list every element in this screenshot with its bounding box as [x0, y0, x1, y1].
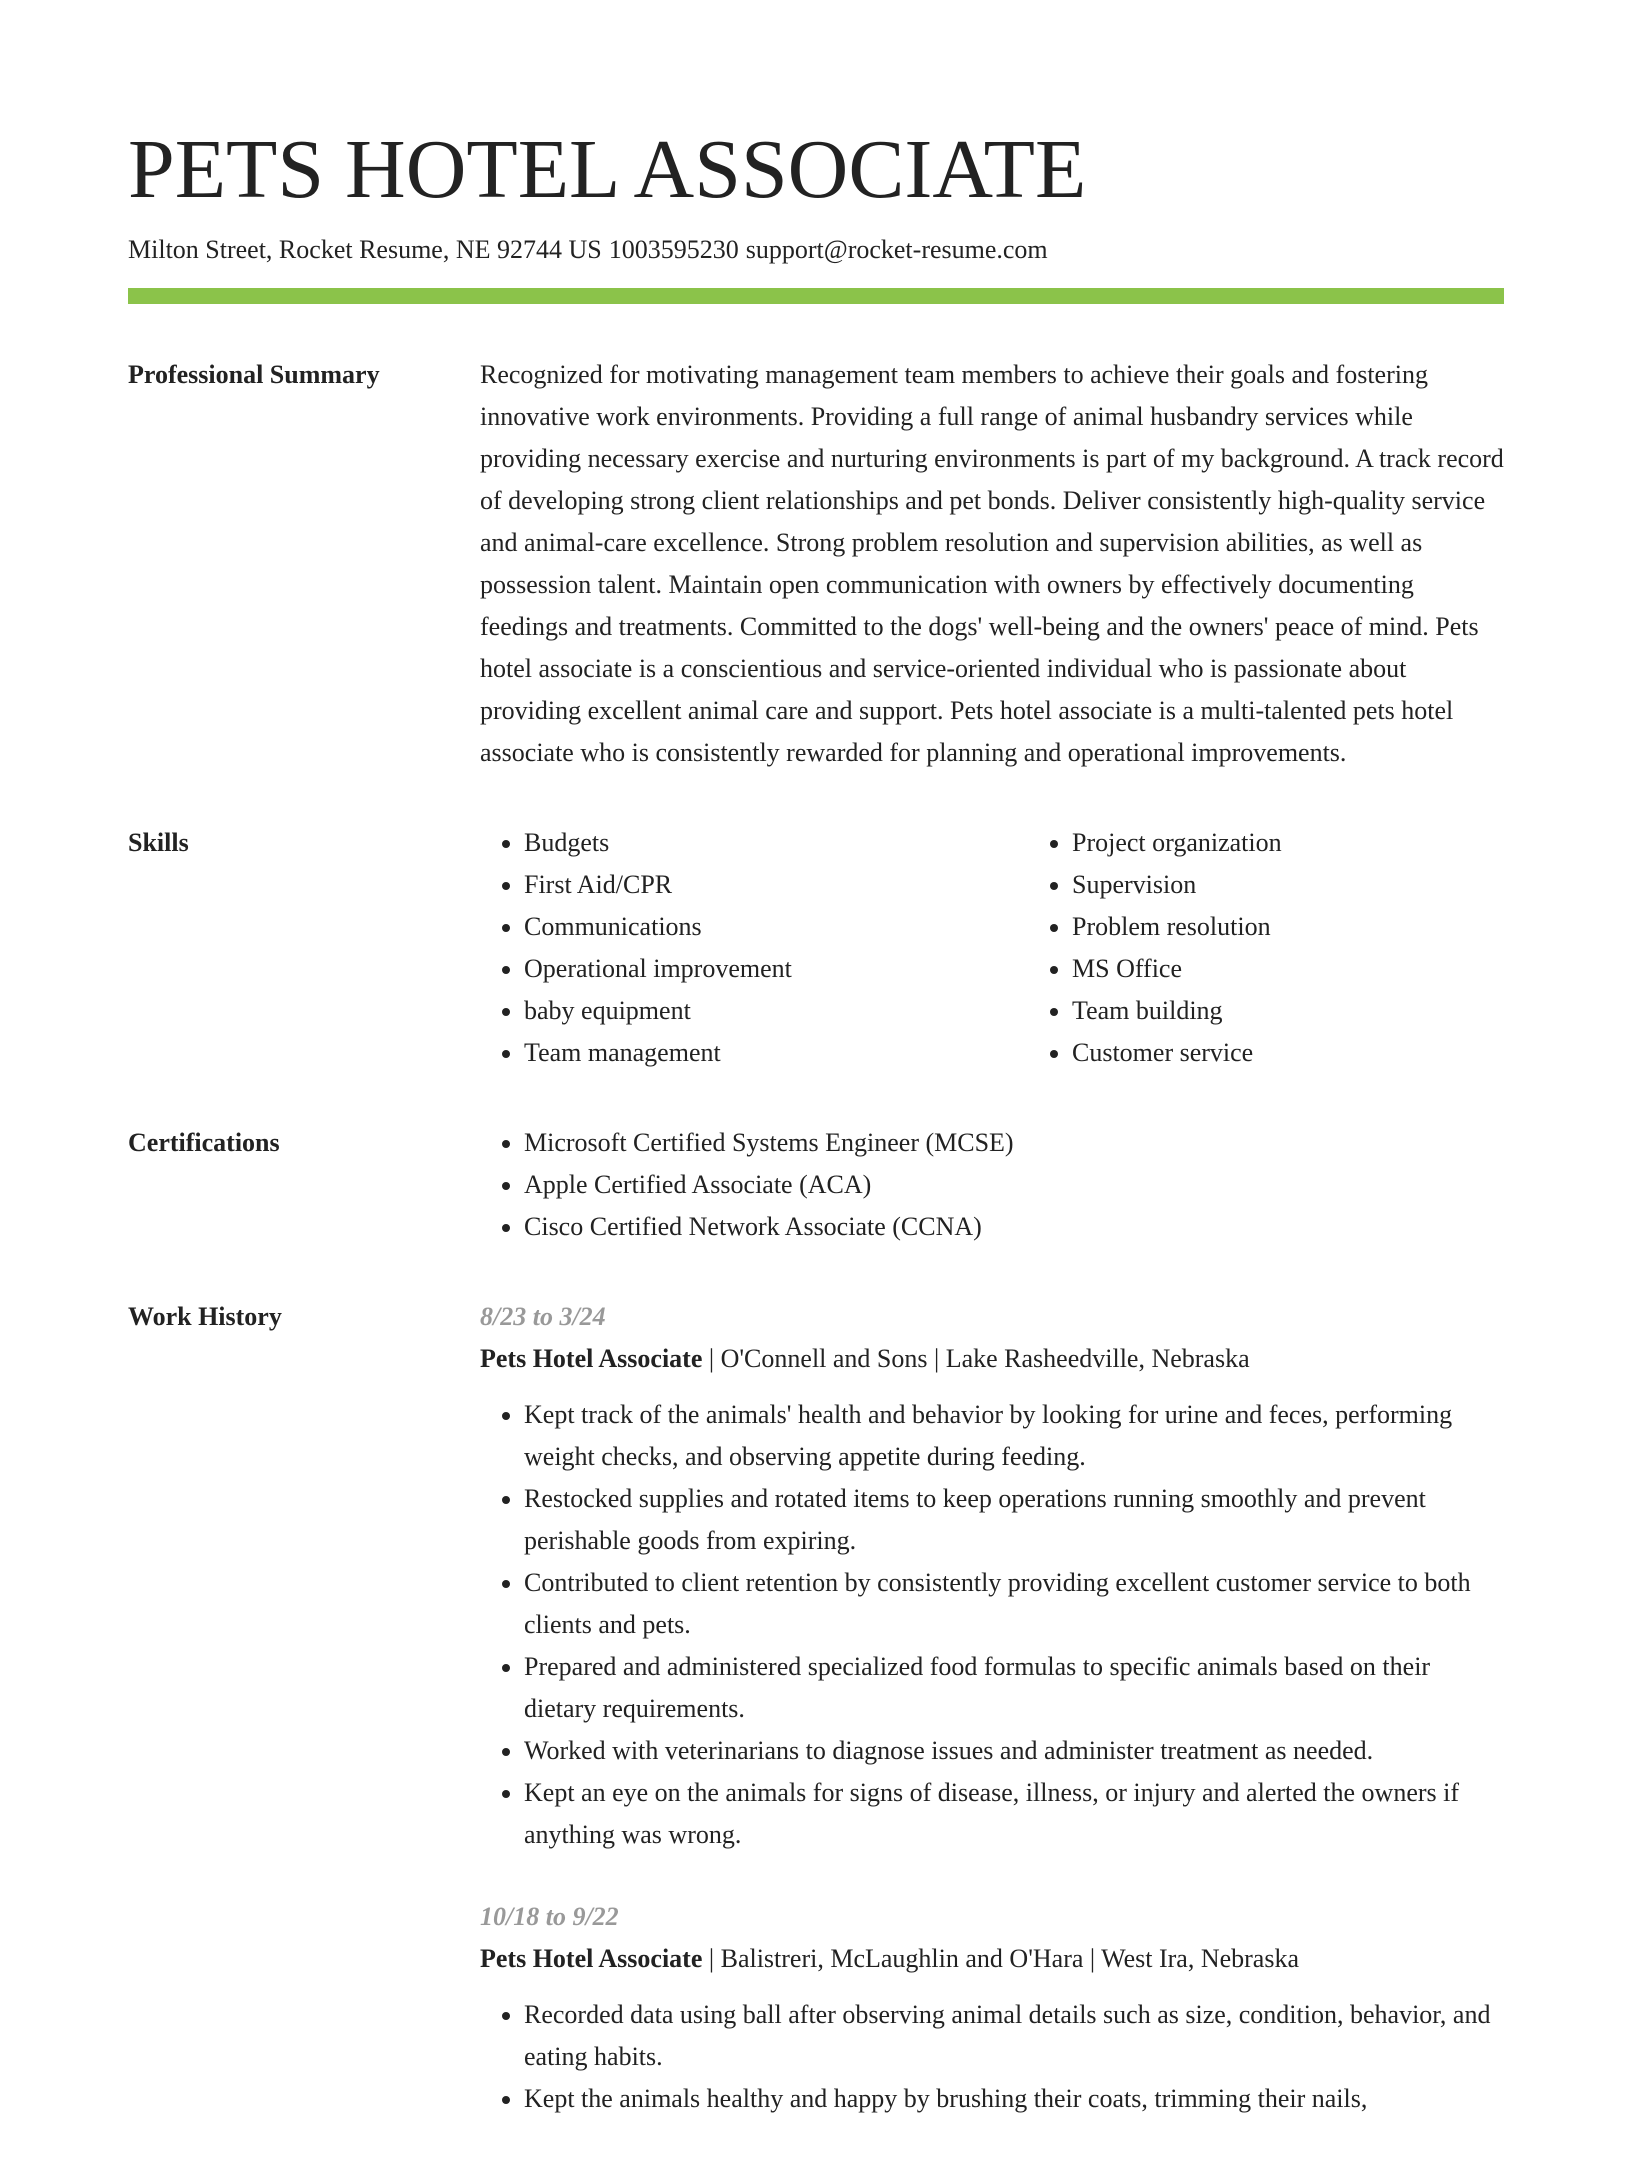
skills-list-right [1028, 822, 1576, 1074]
job-entry [480, 1296, 1504, 1856]
job-bullet: • Kept an eye on the animals for signs of disease, illness, or injury and alerted the owners if anything was wrong. [524, 1772, 1504, 1856]
job-heading [480, 1338, 1504, 1380]
job-title: Pets Hotel Associate [480, 1344, 703, 1373]
skill-item: • Operational improvement [524, 948, 1028, 990]
resume-page [128, 118, 1504, 2160]
job-details: | O'Connell and Sons | Lake Rasheedville, Nebraska [702, 1344, 1250, 1373]
skills-list-left [480, 822, 1028, 1074]
skill-item: • Supervision [1072, 864, 1576, 906]
accent-divider [128, 288, 1504, 304]
summary-text: Recognized for motivating management team members to achieve their goals and fostering innovative work environments. Providing a full range of animal husbandry services while providing necessary exercise and nurturing environments is part of my background. A track record of developing strong client relationships and pet bonds. Deliver consistently high-quality service and animal-care excellence. Strong problem resolution and supervision abilities, as well as possession talent. Maintain open communication with owners by effectively documenting feedings and treatments. Committed to the dogs' well-being and the owners' peace of mind. Pets hotel associate is a conscientious and service-oriented individual who is passionate about providing excellent animal care and support. Pets hotel associate is a multi-talented pets hotel associate who is consistently rewarded for planning and operational improvements. [480, 360, 1504, 767]
skill-item: • Communications [524, 906, 1028, 948]
job-bullet: • Recorded data using ball after observing animal details such as size, condition, behavior, and eating habits. [524, 1994, 1504, 2078]
contact-email: support@rocket-resume.com [745, 235, 1048, 264]
job-dates: 8/23 to 3/24 [480, 1302, 606, 1331]
job-bullet: • Kept the animals healthy and happy by brushing their coats, trimming their nails, [524, 2078, 1504, 2120]
contact-address: Milton Street, Rocket Resume, NE 92744 US [128, 235, 602, 264]
skill-item: • MS Office [1072, 948, 1576, 990]
skills-body [480, 822, 1576, 1074]
certification-item: • Microsoft Certified Systems Engineer (MCSE) [524, 1122, 1504, 1164]
section-title-skills: Skills [128, 828, 189, 857]
job-bullets [480, 1994, 1504, 2120]
summary-section [128, 354, 1504, 774]
section-title-certifications: Certifications [128, 1128, 280, 1157]
work-history-section [128, 1296, 1504, 2160]
job-entry [480, 1896, 1504, 2120]
job-dates: 10/18 to 9/22 [480, 1902, 619, 1931]
job-bullet: • Prepared and administered specialized food formulas to specific animals based on their dietary requirements. [524, 1646, 1504, 1730]
certifications-body [480, 1122, 1504, 1248]
certifications-section [128, 1122, 1504, 1248]
job-bullet: • Kept track of the animals' health and behavior by looking for urine and feces, performing weight checks, and observing appetite during feeding. [524, 1394, 1504, 1478]
work-history-body [480, 1296, 1504, 2160]
job-bullets [480, 1394, 1504, 1856]
skill-item: • Customer service [1072, 1032, 1576, 1074]
section-title-work-history: Work History [128, 1302, 282, 1331]
certification-item: • Cisco Certified Network Associate (CCNA) [524, 1206, 1504, 1248]
job-details: | Balistreri, McLaughlin and O'Hara | West Ira, Nebraska [702, 1944, 1299, 1973]
skill-item: • Project organization [1072, 822, 1576, 864]
job-bullet: • Contributed to client retention by consistently providing excellent customer service to both clients and pets. [524, 1562, 1504, 1646]
skill-item: • baby equipment [524, 990, 1028, 1032]
job-heading [480, 1938, 1504, 1980]
resume-name: PETS HOTEL ASSOCIATE [128, 123, 1087, 216]
certifications-list [480, 1122, 1504, 1248]
job-bullet: • Restocked supplies and rotated items to keep operations running smoothly and prevent perishable goods from expiring. [524, 1478, 1504, 1562]
skill-item: • Problem resolution [1072, 906, 1576, 948]
skill-item: • Budgets [524, 822, 1028, 864]
contact-line [128, 232, 1504, 268]
skills-section [128, 822, 1504, 1074]
certification-item: • Apple Certified Associate (ACA) [524, 1164, 1504, 1206]
skill-item: • First Aid/CPR [524, 864, 1028, 906]
section-title-summary: Professional Summary [128, 360, 380, 389]
summary-body [480, 354, 1504, 774]
skill-item: • Team management [524, 1032, 1028, 1074]
job-title: Pets Hotel Associate [480, 1944, 703, 1973]
job-bullet: • Worked with veterinarians to diagnose issues and administer treatment as needed. [524, 1730, 1504, 1772]
contact-phone: 1003595230 [608, 235, 739, 264]
skill-item: • Team building [1072, 990, 1576, 1032]
